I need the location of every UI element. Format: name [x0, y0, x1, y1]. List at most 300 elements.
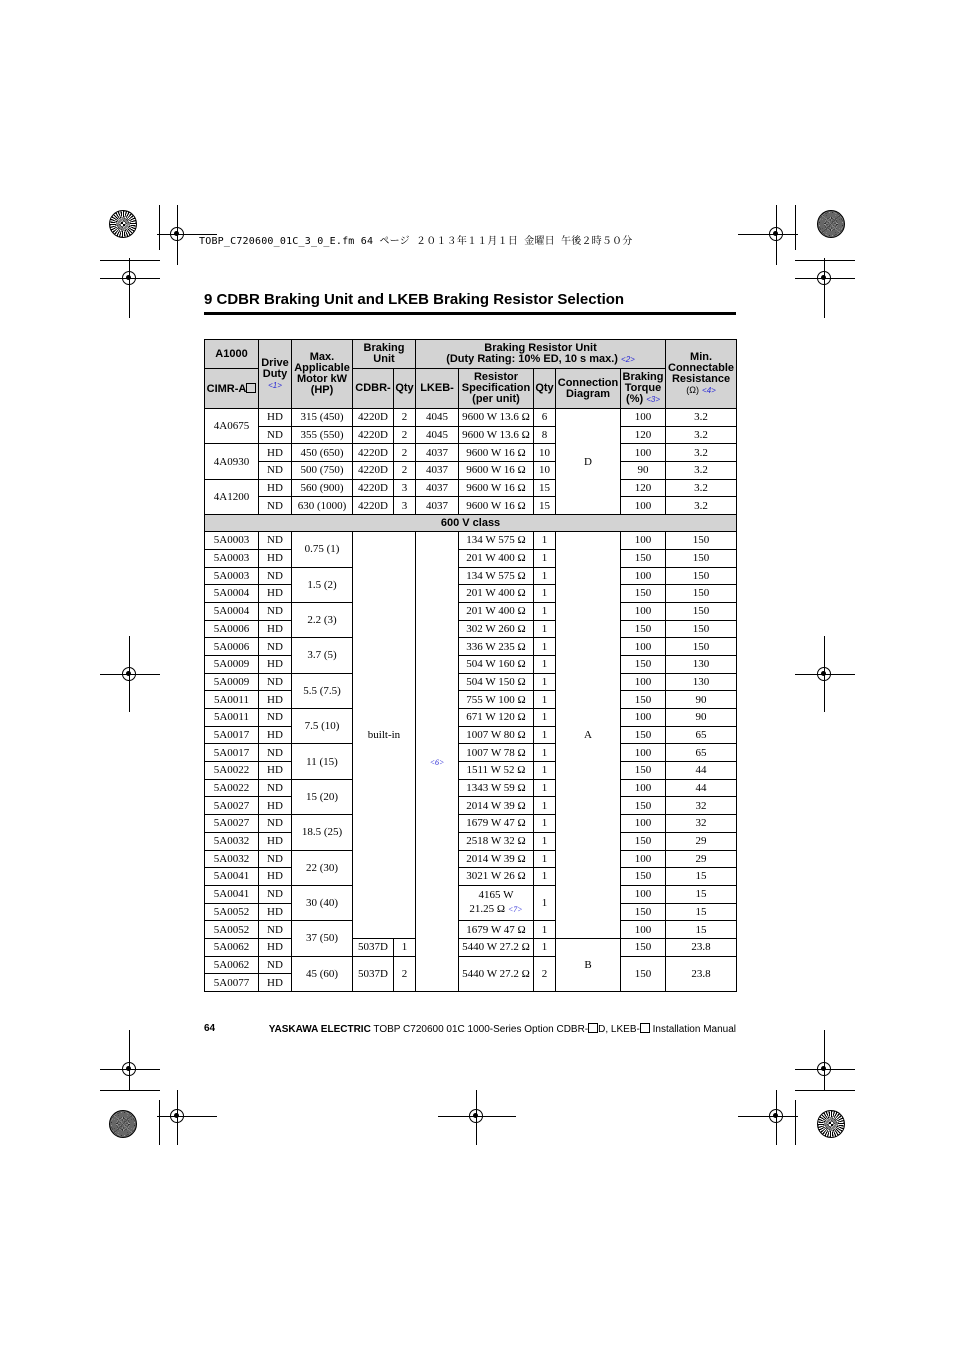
cell-motor: 37 (50) — [292, 921, 353, 956]
crop-line — [776, 205, 777, 265]
cell-min-resistance: 130 — [666, 655, 737, 673]
cell-torque: 120 — [621, 479, 666, 497]
cell-torque: 100 — [621, 885, 666, 903]
header-resistor-qty: Qty — [534, 369, 556, 409]
table-row — [205, 779, 737, 797]
crop-line — [159, 1100, 160, 1145]
cell-min-resistance: 150 — [666, 585, 737, 603]
cell-min-resistance: 29 — [666, 832, 737, 850]
cell-min-resistance: 23.8 — [666, 956, 737, 991]
table-row — [205, 938, 737, 956]
cell-torque: 100 — [621, 673, 666, 691]
cell-spec: 201 W 400 Ω — [459, 602, 534, 620]
cell-spec: 9600 W 16 Ω — [459, 497, 534, 515]
cell-min-resistance: 130 — [666, 673, 737, 691]
cell-duty: ND — [259, 921, 292, 939]
cell-motor: 22 (30) — [292, 850, 353, 885]
cell-spec: 9600 W 16 Ω — [459, 479, 534, 497]
crop-line — [129, 1030, 130, 1090]
cell-spec: 1343 W 59 Ω — [459, 779, 534, 797]
cell-rqty: 1 — [534, 709, 556, 727]
crop-line — [100, 278, 160, 279]
cell-rqty: 8 — [534, 426, 556, 444]
cell-lkeb: 4037 — [416, 462, 459, 480]
cell-motor: 18.5 (25) — [292, 815, 353, 850]
cell-model: 5A0032 — [205, 850, 259, 868]
crop-line — [795, 278, 855, 279]
note-2-link[interactable]: <2> — [621, 355, 635, 364]
cell-min-resistance: 23.8 — [666, 938, 737, 956]
cell-spec: 9600 W 16 Ω — [459, 462, 534, 480]
cell-model: 4A0675 — [205, 409, 259, 444]
cell-duty: ND — [259, 956, 292, 974]
cell-model: 5A0041 — [205, 885, 259, 903]
class-row — [205, 515, 737, 532]
header-drive-duty: Drive Duty <1> — [259, 340, 292, 409]
cell-duty: HD — [259, 832, 292, 850]
table-row — [205, 744, 737, 762]
table-row — [205, 602, 737, 620]
cell-torque: 100 — [621, 567, 666, 585]
crop-line — [824, 636, 825, 712]
crop-line — [824, 1030, 825, 1090]
cell-spec: 504 W 150 Ω — [459, 673, 534, 691]
cell-duty: ND — [259, 602, 292, 620]
cell-motor: 11 (15) — [292, 744, 353, 779]
crop-line — [824, 258, 825, 318]
cell-lkeb: 4045 — [416, 409, 459, 427]
cell-min-resistance: 32 — [666, 797, 737, 815]
title-rule — [204, 312, 736, 315]
cell-min-resistance: 32 — [666, 815, 737, 833]
cell-duty: HD — [259, 444, 292, 462]
cell-min-resistance: 150 — [666, 638, 737, 656]
cell-min-resistance: 3.2 — [666, 426, 737, 444]
cell-duty: HD — [259, 620, 292, 638]
cell-torque: 150 — [621, 868, 666, 886]
header-min-resistance: Min. Connectable Resistance (Ω) <4> — [666, 340, 737, 409]
cell-torque: 100 — [621, 779, 666, 797]
cell-rqty: 1 — [534, 779, 556, 797]
cell-torque: 150 — [621, 691, 666, 709]
cell-spec: 201 W 400 Ω — [459, 549, 534, 567]
table-row — [205, 709, 737, 727]
cell-motor: 3.7 (5) — [292, 638, 353, 673]
table-row — [205, 762, 737, 780]
cell-qty: 2 — [394, 462, 416, 480]
table-row — [205, 567, 737, 585]
cell-torque: 100 — [621, 638, 666, 656]
placeholder-box-icon — [640, 1023, 650, 1033]
cell-torque: 100 — [621, 815, 666, 833]
cell-model: 5A0009 — [205, 673, 259, 691]
cell-lkeb: 4037 — [416, 444, 459, 462]
cell-spec: 134 W 575 Ω — [459, 532, 534, 550]
cell-torque: 100 — [621, 744, 666, 762]
cell-duty: ND — [259, 426, 292, 444]
cell-torque: 100 — [621, 850, 666, 868]
cell-qty: 2 — [394, 956, 416, 991]
cell-model: 5A0022 — [205, 762, 259, 780]
header-cdbr: CDBR- — [353, 369, 394, 409]
cell-torque: 100 — [621, 602, 666, 620]
crop-line — [177, 1090, 178, 1145]
cell-model: 5A0077 — [205, 974, 259, 992]
header-resistor-spec: Resistor Specification (per unit) — [459, 369, 534, 409]
cell-model: 5A0011 — [205, 709, 259, 727]
cell-rqty: 1 — [534, 832, 556, 850]
cell-model: 5A0052 — [205, 921, 259, 939]
header-a1000: A1000 — [205, 340, 259, 369]
cell-duty: ND — [259, 567, 292, 585]
crop-line — [438, 1116, 516, 1117]
cell-spec: 671 W 120 Ω — [459, 709, 534, 727]
cell-min-resistance: 150 — [666, 602, 737, 620]
crop-line — [129, 258, 130, 318]
cell-min-resistance: 90 — [666, 691, 737, 709]
cell-model: 5A0003 — [205, 567, 259, 585]
cell-cdbr: 4220D — [353, 444, 394, 462]
cell-duty: HD — [259, 903, 292, 921]
table-row — [205, 585, 737, 603]
cell-spec: 2014 W 39 Ω — [459, 850, 534, 868]
cell-rqty: 1 — [534, 921, 556, 939]
placeholder-box-icon — [246, 383, 256, 393]
cell-min-resistance: 150 — [666, 532, 737, 550]
cell-min-resistance: 65 — [666, 726, 737, 744]
cell-torque: 100 — [621, 497, 666, 515]
cell-spec: 1679 W 47 Ω — [459, 921, 534, 939]
header-resistor-unit: Braking Resistor Unit (Duty Rating: 10% ED, 10 s max.) <2> — [416, 340, 666, 369]
cell-spec: 9600 W 16 Ω — [459, 444, 534, 462]
cell-rqty: 6 — [534, 409, 556, 427]
cell-spec: 134 W 575 Ω — [459, 567, 534, 585]
cell-rqty: 1 — [534, 762, 556, 780]
cell-rqty: 15 — [534, 497, 556, 515]
cell-min-resistance: 3.2 — [666, 409, 737, 427]
crop-line — [129, 636, 130, 712]
cell-duty: HD — [259, 691, 292, 709]
cell-lkeb: 4037 — [416, 497, 459, 515]
cell-spec: 2014 W 39 Ω — [459, 797, 534, 815]
cell-duty: ND — [259, 497, 292, 515]
crop-line — [100, 1069, 160, 1070]
cell-model: 5A0027 — [205, 815, 259, 833]
cell-spec: 201 W 400 Ω — [459, 585, 534, 603]
crop-line — [776, 1090, 777, 1145]
table-row — [205, 850, 737, 868]
cell-model: 5A0052 — [205, 903, 259, 921]
cell-torque: 100 — [621, 444, 666, 462]
cell-duty: ND — [259, 532, 292, 550]
table-row — [205, 462, 737, 480]
cell-qty: 2 — [394, 426, 416, 444]
cell-spec: 1007 W 78 Ω — [459, 744, 534, 762]
header-cimr: CIMR-A — [205, 369, 259, 409]
cell-duty: HD — [259, 938, 292, 956]
note-3-link[interactable]: <3> — [646, 395, 660, 404]
cell-motor: 5.5 (7.5) — [292, 673, 353, 708]
cell-min-resistance: 3.2 — [666, 444, 737, 462]
cell-torque: 90 — [621, 462, 666, 480]
cell-qty: 3 — [394, 497, 416, 515]
cell-min-resistance: 150 — [666, 567, 737, 585]
crop-line — [795, 1090, 855, 1091]
cell-duty: ND — [259, 885, 292, 903]
cell-lkeb: 4045 — [416, 426, 459, 444]
header-braking-unit: Braking Unit — [353, 340, 416, 369]
table-row — [205, 726, 737, 744]
cell-model: 4A1200 — [205, 479, 259, 514]
note-6-link[interactable]: <6> — [429, 757, 445, 767]
cell-torque: 100 — [621, 409, 666, 427]
table-row — [205, 797, 737, 815]
cell-duty: ND — [259, 779, 292, 797]
cell-motor: 315 (450) — [292, 409, 353, 427]
cell-rqty: 1 — [534, 620, 556, 638]
cell-duty: HD — [259, 585, 292, 603]
table-row — [205, 921, 737, 939]
cell-spec: 9600 W 13.6 Ω — [459, 409, 534, 427]
cell-rqty: 1 — [534, 797, 556, 815]
crop-line — [738, 234, 798, 235]
cell-rqty: 1 — [534, 691, 556, 709]
cell-rqty: 1 — [534, 744, 556, 762]
table-row — [205, 868, 737, 886]
registration-wheel-icon — [109, 1110, 137, 1138]
cell-min-resistance: 3.2 — [666, 479, 737, 497]
cell-spec: 302 W 260 Ω — [459, 620, 534, 638]
cell-min-resistance: 15 — [666, 868, 737, 886]
cell-model: 5A0003 — [205, 549, 259, 567]
cell-duty: ND — [259, 638, 292, 656]
cell-min-resistance: 29 — [666, 850, 737, 868]
cell-model: 5A0011 — [205, 691, 259, 709]
cell-qty: 2 — [394, 444, 416, 462]
cell-torque: 150 — [621, 655, 666, 673]
note-7-link[interactable]: <7> — [507, 905, 523, 915]
cell-duty: HD — [259, 655, 292, 673]
cell-qty: 1 — [394, 938, 416, 956]
cell-cdbr: 4220D — [353, 426, 394, 444]
section-title: 9 CDBR Braking Unit and LKEB Braking Resistor Selection — [204, 291, 625, 308]
cell-lkeb: 4037 — [416, 479, 459, 497]
cell-model: 5A0027 — [205, 797, 259, 815]
cell-cdbr: 5037D — [353, 938, 394, 956]
cell-rqty: 10 — [534, 444, 556, 462]
crop-line — [100, 674, 160, 675]
table-row — [205, 638, 737, 656]
cell-duty: ND — [259, 850, 292, 868]
cell-rqty: 1 — [534, 655, 556, 673]
cell-duty: ND — [259, 815, 292, 833]
cell-model: 5A0006 — [205, 638, 259, 656]
cell-cdbr: 4220D — [353, 479, 394, 497]
note-1-link[interactable]: <1> — [268, 380, 282, 390]
cell-connection: B — [556, 938, 621, 991]
cell-model: 4A0930 — [205, 444, 259, 479]
cell-rqty: 1 — [534, 673, 556, 691]
cell-duty: HD — [259, 797, 292, 815]
header-lkeb: LKEB- — [416, 369, 459, 409]
header-braking-torque: Braking Torque (%) <3> — [621, 369, 666, 409]
cell-spec: 5440 W 27.2 Ω — [459, 938, 534, 956]
cell-model: 5A0062 — [205, 938, 259, 956]
cell-motor: 0.75 (1) — [292, 532, 353, 567]
cell-spec: 1511 W 52 Ω — [459, 762, 534, 780]
cell-connection: A — [556, 532, 621, 939]
table-row — [205, 479, 737, 497]
cell-spec: 9600 W 13.6 Ω — [459, 426, 534, 444]
cell-motor: 45 (60) — [292, 956, 353, 991]
cell-torque: 100 — [621, 532, 666, 550]
cell-torque: 150 — [621, 903, 666, 921]
crop-line — [795, 205, 796, 250]
cell-spec: 3021 W 26 Ω — [459, 868, 534, 886]
cell-model: 5A0041 — [205, 868, 259, 886]
table-row — [205, 691, 737, 709]
cell-torque: 150 — [621, 762, 666, 780]
cell-motor: 450 (650) — [292, 444, 353, 462]
crop-line — [177, 205, 178, 265]
cell-rqty: 1 — [534, 885, 556, 920]
crop-line — [157, 1116, 217, 1117]
cell-model: 5A0022 — [205, 779, 259, 797]
cell-torque: 150 — [621, 832, 666, 850]
cell-rqty: 1 — [534, 549, 556, 567]
cell-motor: 7.5 (10) — [292, 709, 353, 744]
cell-duty: ND — [259, 709, 292, 727]
cell-rqty: 1 — [534, 726, 556, 744]
cell-rqty: 1 — [534, 938, 556, 956]
cell-torque: 150 — [621, 938, 666, 956]
cell-duty: HD — [259, 762, 292, 780]
crop-line — [159, 205, 160, 250]
cell-spec: 504 W 160 Ω — [459, 655, 534, 673]
cell-duty: ND — [259, 744, 292, 762]
table-row — [205, 832, 737, 850]
cell-rqty: 1 — [534, 602, 556, 620]
cell-model: 5A0017 — [205, 726, 259, 744]
cell-cdbr: 4220D — [353, 409, 394, 427]
cell-spec: 4165 W 21.25 Ω <7> — [459, 885, 534, 920]
cell-duty: ND — [259, 462, 292, 480]
cell-motor: 15 (20) — [292, 779, 353, 814]
cell-rqty: 1 — [534, 850, 556, 868]
table-row — [205, 409, 737, 427]
cell-lkeb-note — [416, 532, 459, 992]
crop-line — [738, 1116, 798, 1117]
cell-min-resistance: 150 — [666, 549, 737, 567]
cell-min-resistance: 3.2 — [666, 497, 737, 515]
cell-qty: 2 — [394, 409, 416, 427]
cell-rqty: 1 — [534, 815, 556, 833]
table-row — [205, 673, 737, 691]
cell-torque: 150 — [621, 549, 666, 567]
cell-duty: HD — [259, 409, 292, 427]
cell-spec: 336 W 235 Ω — [459, 638, 534, 656]
cell-min-resistance: 150 — [666, 620, 737, 638]
cell-duty: HD — [259, 549, 292, 567]
cell-rqty: 1 — [534, 638, 556, 656]
table-row — [205, 815, 737, 833]
table-row — [205, 655, 737, 673]
cell-model: 5A0062 — [205, 956, 259, 974]
crop-line — [476, 1090, 477, 1145]
cell-min-resistance: 44 — [666, 779, 737, 797]
table-row — [205, 497, 737, 515]
cell-torque: 150 — [621, 620, 666, 638]
table-row — [205, 956, 737, 974]
cell-duty: HD — [259, 479, 292, 497]
cell-min-resistance: 90 — [666, 709, 737, 727]
cell-rqty: 1 — [534, 532, 556, 550]
cell-spec: 1679 W 47 Ω — [459, 815, 534, 833]
cell-min-resistance: 65 — [666, 744, 737, 762]
crop-line — [100, 1090, 160, 1091]
cell-rqty: 1 — [534, 567, 556, 585]
registration-wheel-icon — [817, 210, 845, 238]
table-row — [205, 426, 737, 444]
cell-min-resistance: 15 — [666, 921, 737, 939]
braking-selection-table — [204, 339, 737, 992]
cell-duty: HD — [259, 726, 292, 744]
cell-model: 5A0032 — [205, 832, 259, 850]
cell-rqty: 1 — [534, 585, 556, 603]
crop-line — [100, 260, 160, 261]
cell-spec: 755 W 100 Ω — [459, 691, 534, 709]
cell-min-resistance: 15 — [666, 885, 737, 903]
header-qty: Qty — [394, 369, 416, 409]
registration-wheel-icon — [817, 1110, 845, 1138]
table-row — [205, 532, 737, 550]
cell-torque: 100 — [621, 709, 666, 727]
cell-min-resistance: 3.2 — [666, 462, 737, 480]
cell-duty: HD — [259, 868, 292, 886]
cell-min-resistance: 15 — [666, 903, 737, 921]
crop-line — [795, 1100, 796, 1145]
cell-motor: 355 (550) — [292, 426, 353, 444]
table-row — [205, 444, 737, 462]
cell-motor: 2.2 (3) — [292, 602, 353, 637]
footer-text: YASKAWA ELECTRIC TOBP C720600 01C 1000-Series Option CDBR- D, LKEB- Installation Manual — [268, 1024, 736, 1035]
cell-spec: 2518 W 32 Ω — [459, 832, 534, 850]
cell-rqty: 1 — [534, 868, 556, 886]
cell-motor: 560 (900) — [292, 479, 353, 497]
registration-wheel-icon — [109, 210, 137, 238]
cell-model: 5A0009 — [205, 655, 259, 673]
cell-torque: 150 — [621, 956, 666, 991]
crop-line — [795, 1069, 855, 1070]
cell-spec: 5440 W 27.2 Ω — [459, 956, 534, 991]
cell-model: 5A0003 — [205, 532, 259, 550]
cell-model: 5A0004 — [205, 602, 259, 620]
cell-motor: 500 (750) — [292, 462, 353, 480]
cell-duty: ND — [259, 673, 292, 691]
cell-min-resistance: 44 — [666, 762, 737, 780]
header-connection: Connection Diagram — [556, 369, 621, 409]
cell-cdbr: 4220D — [353, 462, 394, 480]
cell-torque: 150 — [621, 797, 666, 815]
placeholder-box-icon — [588, 1023, 598, 1033]
header-max-motor: Max. Applicable Motor kW (HP) — [292, 340, 353, 409]
note-4-link[interactable]: <4> — [702, 386, 716, 395]
cell-torque: 100 — [621, 921, 666, 939]
cell-duty: HD — [259, 974, 292, 992]
cell-motor: 630 (1000) — [292, 497, 353, 515]
cell-qty: 3 — [394, 479, 416, 497]
cell-spec: 1007 W 80 Ω — [459, 726, 534, 744]
